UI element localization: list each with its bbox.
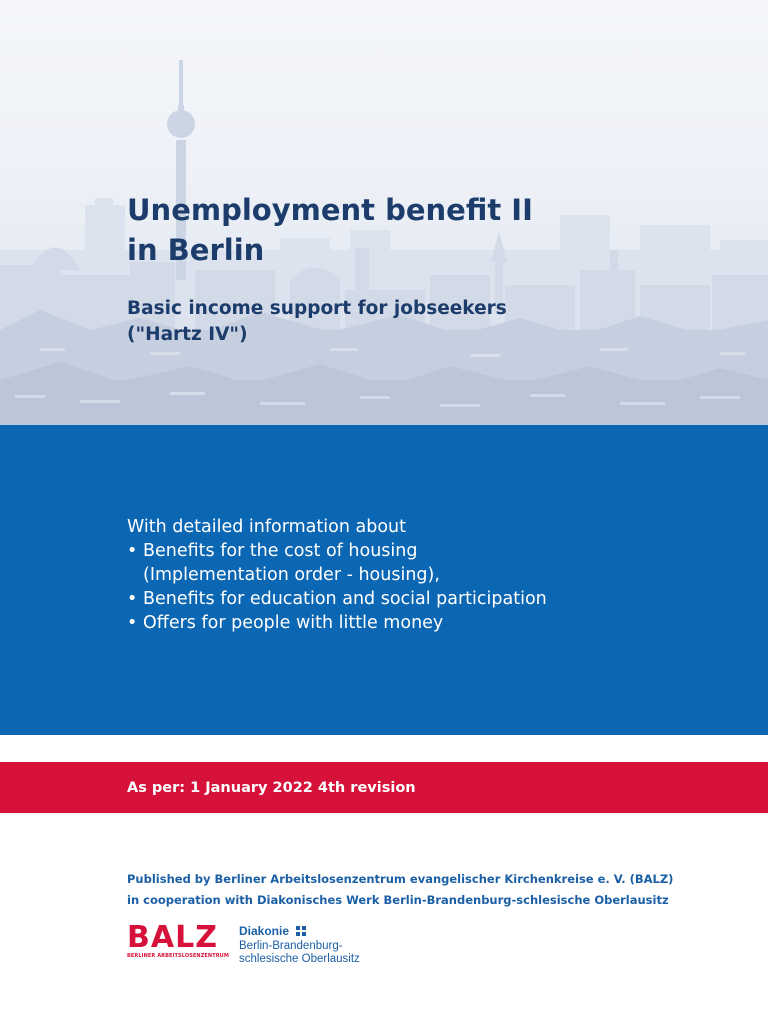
bullet: • [127,613,138,633]
info-block [127,515,547,635]
bullet: • [127,589,138,609]
info-item-text: Offers for people with little money [143,613,444,633]
diakonie-region-line: Berlin-Brandenburg- [239,940,343,952]
subtitle-line: Basic income support for jobseekers [127,298,507,319]
diakonie-region-line: schlesische Oberlausitz [239,953,360,965]
diakonie-brand: Diakonie [239,923,290,938]
revision-band [0,762,768,813]
diakonie-logo [239,922,360,966]
info-list-item [127,611,547,635]
revision-date: As per: 1 January 2022 4th revision [127,780,416,796]
balz-logo-word: BALZ [127,920,218,955]
diakonie-cross-icon [296,926,306,936]
hero-section [0,0,768,425]
info-list-item [127,539,547,587]
balz-logo [127,920,229,959]
info-item-text: Benefits for education and social participation [143,589,547,609]
info-list-item [127,587,547,611]
info-list [127,539,547,635]
info-intro: With detailed information about [127,517,406,537]
publisher-note [127,869,673,911]
bullet: • [127,541,138,561]
info-item-text: Benefits for the cost of housing [143,541,418,561]
title-line: Unemployment benefit II [127,193,533,227]
document-title [127,190,647,270]
subtitle-line: ("Hartz IV") [127,324,248,345]
title-line: in Berlin [127,233,265,267]
balz-logo-tagline: BERLINER ARBEITSLOSENZENTRUM [127,953,229,959]
publisher-line: in cooperation with Diakonisches Werk Berlin-Brandenburg-schlesische Oberlausitz [127,893,669,907]
info-item-continuation: (Implementation order - housing), [143,565,440,585]
document-subtitle [127,296,647,348]
publisher-line: Published by Berliner Arbeitslosenzentrum evangelischer Kirchenkreise e. V. (BALZ) [127,872,674,886]
